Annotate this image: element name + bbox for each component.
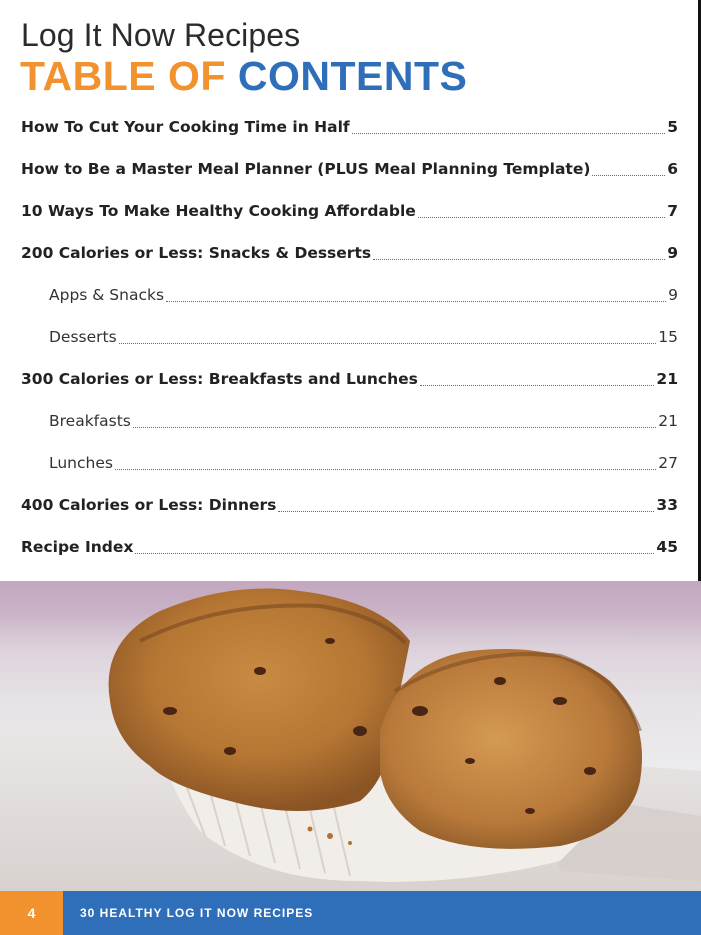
toc-entry-page: 45 (656, 538, 678, 556)
toc-entry-label: Desserts (49, 328, 117, 346)
toc-entry-label: How to Be a Master Meal Planner (PLUS Meal Planning Template) (21, 160, 591, 178)
toc-heading (20, 54, 467, 98)
page-footer (0, 891, 701, 935)
toc-entry-apps-snacks[interactable] (49, 282, 678, 304)
dot-leader (420, 384, 655, 386)
toc-entry-400-calories[interactable] (21, 492, 678, 514)
dot-leader (418, 216, 665, 218)
toc-entry-breakfasts[interactable] (49, 408, 678, 430)
toc-entry-recipe-index[interactable] (21, 534, 678, 556)
dot-leader (133, 426, 656, 428)
footer-title: 30 HEALTHY LOG IT NOW RECIPES (80, 906, 314, 920)
toc-entry-page: 5 (667, 118, 678, 136)
toc-entry-master-meal-planner[interactable] (21, 156, 678, 178)
toc-heading-word-table-of: TABLE OF (20, 53, 226, 99)
dot-leader (115, 468, 656, 470)
page-number: 4 (0, 891, 63, 935)
dot-leader (352, 132, 666, 134)
toc-entry-page: 33 (656, 496, 678, 514)
book-title: Log It Now Recipes (21, 17, 301, 53)
dot-leader (166, 300, 666, 302)
muffin-illustration (0, 581, 701, 891)
toc-entry-page: 27 (658, 454, 678, 472)
dot-leader (278, 510, 654, 512)
toc-entry-healthy-cooking-affordable[interactable] (21, 198, 678, 220)
toc-entry-200-calories[interactable] (21, 240, 678, 262)
dot-leader (373, 258, 665, 260)
toc-entry-label: 200 Calories or Less: Snacks & Desserts (21, 244, 372, 262)
dot-leader (135, 552, 654, 554)
toc-heading-word-contents: CONTENTS (237, 53, 468, 99)
toc-entry-label: 300 Calories or Less: Breakfasts and Lunches (21, 370, 418, 388)
toc-entry-label: Breakfasts (49, 412, 131, 430)
dot-leader (592, 174, 665, 176)
toc-entry-label: 10 Ways To Make Healthy Cooking Affordable (21, 202, 416, 220)
toc-entry-label: How To Cut Your Cooking Time in Half (21, 118, 350, 136)
toc-entry-label: Apps & Snacks (49, 286, 165, 304)
toc-entry-page: 21 (658, 412, 678, 430)
toc-entry-cut-cooking-time[interactable] (21, 114, 678, 136)
toc-entry-desserts[interactable] (49, 324, 678, 346)
dot-leader (119, 342, 657, 344)
toc-entry-label: Recipe Index (21, 538, 134, 556)
toc-entry-page: 9 (668, 286, 678, 304)
toc-entry-page: 21 (656, 370, 678, 388)
toc-entry-300-calories[interactable] (21, 366, 678, 388)
muffin-photo (0, 581, 701, 891)
toc-entry-label: Lunches (49, 454, 113, 472)
toc-entry-label: 400 Calories or Less: Dinners (21, 496, 277, 514)
toc-entry-page: 7 (667, 202, 678, 220)
toc-entry-page: 6 (667, 160, 678, 178)
toc-entry-page: 15 (658, 328, 678, 346)
toc-entry-lunches[interactable] (49, 450, 678, 472)
toc-entry-page: 9 (667, 244, 678, 262)
